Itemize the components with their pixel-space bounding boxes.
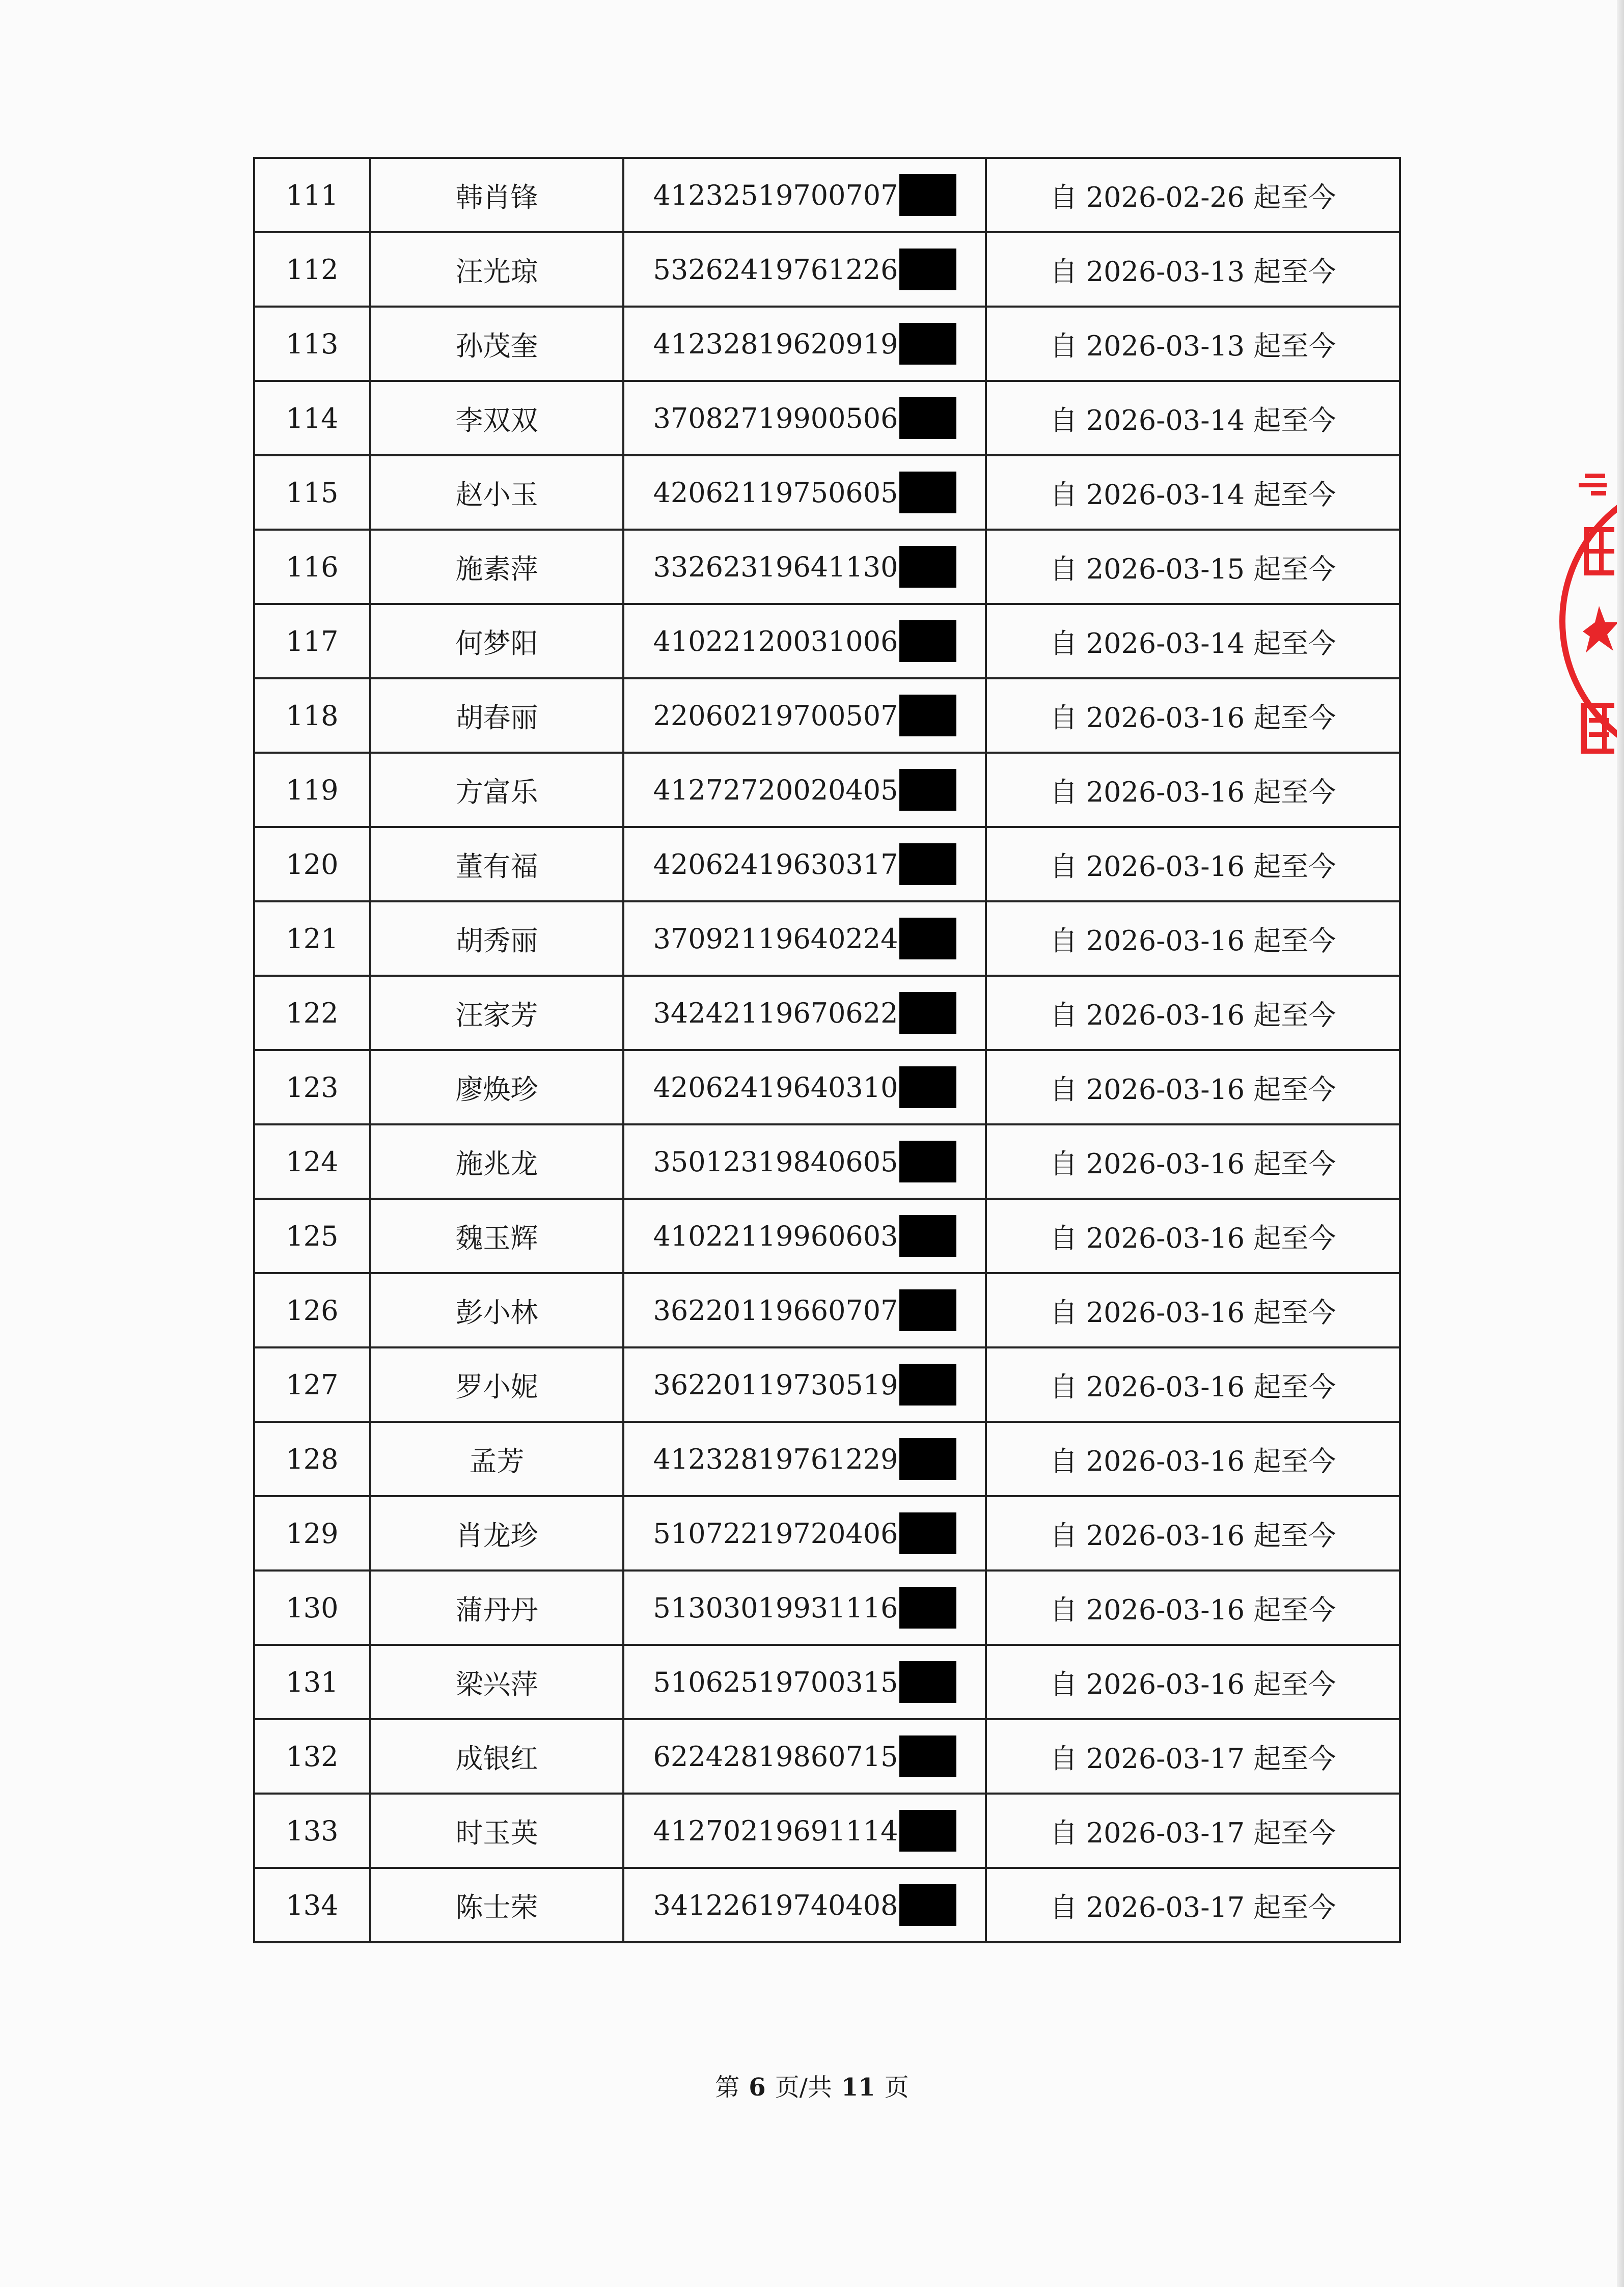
serial-number-cell: 125 — [254, 1199, 370, 1273]
period-cell: 自 2026-03-13 起至今 — [986, 232, 1400, 307]
id-number-text: 41232819620919 — [653, 327, 898, 360]
person-name-cell: 成银红 — [370, 1719, 623, 1794]
period-cell: 自 2026-03-17 起至今 — [986, 1794, 1400, 1868]
period-cell: 自 2026-03-16 起至今 — [986, 1273, 1400, 1347]
id-number-cell — [623, 1124, 986, 1199]
period-cell: 自 2026-03-16 起至今 — [986, 1422, 1400, 1496]
redaction-block — [899, 249, 956, 290]
redaction-block — [899, 397, 956, 439]
id-number-wrapper — [653, 843, 956, 885]
id-number-cell — [623, 1347, 986, 1422]
redaction-block — [899, 1364, 956, 1406]
id-number-text: 37082719900506 — [653, 402, 898, 434]
serial-number-cell: 124 — [254, 1124, 370, 1199]
id-number-cell — [623, 901, 986, 976]
table-row — [254, 604, 1400, 678]
person-name-cell: 赵小玉 — [370, 455, 623, 530]
serial-number-cell: 134 — [254, 1868, 370, 1942]
id-number-cell — [623, 753, 986, 827]
id-number-cell — [623, 678, 986, 753]
serial-number-cell: 116 — [254, 530, 370, 604]
table-row — [254, 381, 1400, 455]
period-cell: 自 2026-03-14 起至今 — [986, 381, 1400, 455]
table-row — [254, 1719, 1400, 1794]
person-name-cell: 蒲丹丹 — [370, 1570, 623, 1645]
person-name-cell: 汪光琼 — [370, 232, 623, 307]
person-name-cell: 胡秀丽 — [370, 901, 623, 976]
serial-number-cell: 126 — [254, 1273, 370, 1347]
id-number-text: 53262419761226 — [653, 253, 898, 286]
serial-number-cell: 118 — [254, 678, 370, 753]
page-footer — [0, 2068, 1624, 2103]
id-number-cell — [623, 1868, 986, 1942]
table-row — [254, 158, 1400, 232]
serial-number-cell: 117 — [254, 604, 370, 678]
serial-number-cell: 111 — [254, 158, 370, 232]
redaction-block — [899, 918, 956, 959]
id-number-wrapper — [653, 695, 956, 736]
serial-number-cell: 127 — [254, 1347, 370, 1422]
redaction-block — [899, 1810, 956, 1852]
table-row — [254, 1422, 1400, 1496]
id-number-cell — [623, 976, 986, 1050]
redaction-block — [899, 546, 956, 588]
serial-number-cell: 122 — [254, 976, 370, 1050]
table-row — [254, 1570, 1400, 1645]
table-row — [254, 232, 1400, 307]
id-number-cell — [623, 827, 986, 901]
id-number-cell — [623, 381, 986, 455]
redaction-block — [899, 1661, 956, 1703]
serial-number-cell: 132 — [254, 1719, 370, 1794]
id-number-wrapper — [653, 472, 956, 513]
id-number-wrapper — [653, 1215, 956, 1257]
redaction-block — [899, 323, 956, 365]
id-number-wrapper — [653, 249, 956, 290]
id-number-text: 42062419640310 — [653, 1071, 898, 1104]
table-row — [254, 827, 1400, 901]
id-number-text: 51062519700315 — [653, 1666, 898, 1698]
id-number-wrapper — [653, 1735, 956, 1777]
redaction-block — [899, 620, 956, 662]
id-number-text: 51303019931116 — [653, 1591, 898, 1624]
serial-number-cell: 119 — [254, 753, 370, 827]
id-number-cell — [623, 1645, 986, 1719]
redaction-block — [899, 1289, 956, 1331]
table-row — [254, 976, 1400, 1050]
table-row — [254, 678, 1400, 753]
serial-number-cell: 120 — [254, 827, 370, 901]
id-number-cell — [623, 232, 986, 307]
redaction-block — [899, 695, 956, 736]
id-number-wrapper — [653, 620, 956, 662]
table-row — [254, 753, 1400, 827]
id-number-cell — [623, 1496, 986, 1570]
id-number-cell — [623, 1719, 986, 1794]
person-name-cell: 罗小妮 — [370, 1347, 623, 1422]
period-cell: 自 2026-03-16 起至今 — [986, 753, 1400, 827]
table-row — [254, 901, 1400, 976]
id-number-text: 41022119960603 — [653, 1220, 898, 1252]
period-cell: 自 2026-03-16 起至今 — [986, 1496, 1400, 1570]
footer-suffix: 页 — [884, 2073, 909, 2102]
redaction-block — [899, 1735, 956, 1777]
person-name-cell: 李双双 — [370, 381, 623, 455]
redaction-block — [899, 992, 956, 1034]
id-number-cell — [623, 455, 986, 530]
period-cell: 自 2026-03-16 起至今 — [986, 1199, 1400, 1273]
table-row — [254, 1645, 1400, 1719]
id-number-text: 37092119640224 — [653, 922, 898, 955]
period-cell: 自 2026-03-17 起至今 — [986, 1719, 1400, 1794]
person-name-cell: 魏玉辉 — [370, 1199, 623, 1273]
table-row — [254, 1347, 1400, 1422]
redaction-block — [899, 1066, 956, 1108]
serial-number-cell: 129 — [254, 1496, 370, 1570]
table-row — [254, 1199, 1400, 1273]
person-name-cell: 施兆龙 — [370, 1124, 623, 1199]
person-name-cell: 汪家芳 — [370, 976, 623, 1050]
person-name-cell: 陈士荣 — [370, 1868, 623, 1942]
id-number-wrapper — [653, 1512, 956, 1554]
redaction-block — [899, 843, 956, 885]
id-number-wrapper — [653, 1141, 956, 1182]
scan-edge-shadow — [1617, 0, 1624, 2287]
period-cell: 自 2026-02-26 起至今 — [986, 158, 1400, 232]
redaction-block — [899, 472, 956, 513]
total-pages-number: 11 — [841, 2073, 875, 2102]
id-number-cell — [623, 1794, 986, 1868]
person-name-cell: 韩肖锋 — [370, 158, 623, 232]
footer-middle: 页/共 — [775, 2073, 832, 2102]
id-number-text: 36220119730519 — [653, 1368, 898, 1401]
period-cell: 自 2026-03-16 起至今 — [986, 1050, 1400, 1124]
id-number-wrapper — [653, 1661, 956, 1703]
table-row — [254, 1868, 1400, 1942]
person-name-cell: 何梦阳 — [370, 604, 623, 678]
person-name-cell: 方富乐 — [370, 753, 623, 827]
table-row — [254, 455, 1400, 530]
id-number-wrapper — [653, 546, 956, 588]
id-number-cell — [623, 158, 986, 232]
personnel-table — [253, 157, 1401, 1943]
id-number-cell — [623, 1050, 986, 1124]
table-row — [254, 307, 1400, 381]
id-number-text: 41232519700707 — [653, 179, 898, 211]
period-cell: 自 2026-03-16 起至今 — [986, 678, 1400, 753]
period-cell: 自 2026-03-16 起至今 — [986, 976, 1400, 1050]
period-cell: 自 2026-03-16 起至今 — [986, 1645, 1400, 1719]
person-name-cell: 董有福 — [370, 827, 623, 901]
id-number-cell — [623, 307, 986, 381]
serial-number-cell: 114 — [254, 381, 370, 455]
id-number-cell — [623, 1422, 986, 1496]
serial-number-cell: 121 — [254, 901, 370, 976]
id-number-text: 41022120031006 — [653, 625, 898, 657]
serial-number-cell: 112 — [254, 232, 370, 307]
id-number-cell — [623, 530, 986, 604]
id-number-wrapper — [653, 323, 956, 365]
serial-number-cell: 113 — [254, 307, 370, 381]
id-number-text: 62242819860715 — [653, 1740, 898, 1773]
person-name-cell: 时玉英 — [370, 1794, 623, 1868]
period-cell: 自 2026-03-15 起至今 — [986, 530, 1400, 604]
id-number-wrapper — [653, 1884, 956, 1926]
serial-number-cell: 115 — [254, 455, 370, 530]
id-number-wrapper — [653, 992, 956, 1034]
serial-number-cell: 130 — [254, 1570, 370, 1645]
id-number-cell — [623, 604, 986, 678]
person-name-cell: 施素萍 — [370, 530, 623, 604]
id-number-wrapper — [653, 1364, 956, 1406]
person-name-cell: 孙茂奎 — [370, 307, 623, 381]
serial-number-cell: 133 — [254, 1794, 370, 1868]
id-number-wrapper — [653, 1066, 956, 1108]
id-number-text: 41270219691114 — [653, 1814, 898, 1847]
table-row — [254, 530, 1400, 604]
id-number-cell — [623, 1273, 986, 1347]
period-cell: 自 2026-03-16 起至今 — [986, 827, 1400, 901]
id-number-cell — [623, 1570, 986, 1645]
serial-number-cell: 128 — [254, 1422, 370, 1496]
person-name-cell: 彭小林 — [370, 1273, 623, 1347]
redaction-block — [899, 1141, 956, 1182]
id-number-text: 41272720020405 — [653, 774, 898, 806]
id-number-text: 33262319641130 — [653, 550, 898, 583]
period-cell: 自 2026-03-17 起至今 — [986, 1868, 1400, 1942]
id-number-text: 35012319840605 — [653, 1145, 898, 1178]
person-name-cell: 孟芳 — [370, 1422, 623, 1496]
id-number-wrapper — [653, 1587, 956, 1629]
id-number-text: 22060219700507 — [653, 699, 898, 732]
id-number-wrapper — [653, 1438, 956, 1480]
id-number-wrapper — [653, 174, 956, 216]
id-number-text: 41232819761229 — [653, 1443, 898, 1475]
table-row — [254, 1496, 1400, 1570]
footer-prefix: 第 — [715, 2073, 740, 2102]
redaction-block — [899, 769, 956, 811]
id-number-wrapper — [653, 397, 956, 439]
id-number-text: 34242119670622 — [653, 997, 898, 1029]
period-cell: 自 2026-03-16 起至今 — [986, 1570, 1400, 1645]
period-cell: 自 2026-03-16 起至今 — [986, 1347, 1400, 1422]
red-seal-stamp — [1558, 463, 1624, 779]
period-cell: 自 2026-03-16 起至今 — [986, 901, 1400, 976]
id-number-text: 42062419630317 — [653, 848, 898, 880]
person-name-cell: 廖焕珍 — [370, 1050, 623, 1124]
seal-icon — [1558, 463, 1624, 779]
period-cell: 自 2026-03-14 起至今 — [986, 604, 1400, 678]
current-page-number: 6 — [749, 2073, 766, 2102]
personnel-table-body — [254, 158, 1400, 1942]
id-number-text: 51072219720406 — [653, 1517, 898, 1550]
id-number-wrapper — [653, 1289, 956, 1331]
id-number-text: 34122619740408 — [653, 1889, 898, 1921]
period-cell: 自 2026-03-14 起至今 — [986, 455, 1400, 530]
serial-number-cell: 131 — [254, 1645, 370, 1719]
table-row — [254, 1124, 1400, 1199]
redaction-block — [899, 174, 956, 216]
period-cell: 自 2026-03-13 起至今 — [986, 307, 1400, 381]
id-number-text: 42062119750605 — [653, 476, 898, 509]
redaction-block — [899, 1438, 956, 1480]
person-name-cell: 梁兴萍 — [370, 1645, 623, 1719]
person-name-cell: 胡春丽 — [370, 678, 623, 753]
id-number-wrapper — [653, 918, 956, 959]
table-row — [254, 1794, 1400, 1868]
id-number-text: 36220119660707 — [653, 1294, 898, 1327]
serial-number-cell: 123 — [254, 1050, 370, 1124]
id-number-wrapper — [653, 769, 956, 811]
id-number-cell — [623, 1199, 986, 1273]
person-name-cell: 肖龙珍 — [370, 1496, 623, 1570]
period-cell: 自 2026-03-16 起至今 — [986, 1124, 1400, 1199]
id-number-wrapper — [653, 1810, 956, 1852]
redaction-block — [899, 1587, 956, 1629]
table-row — [254, 1050, 1400, 1124]
redaction-block — [899, 1512, 956, 1554]
redaction-block — [899, 1884, 956, 1926]
table-row — [254, 1273, 1400, 1347]
redaction-block — [899, 1215, 956, 1257]
